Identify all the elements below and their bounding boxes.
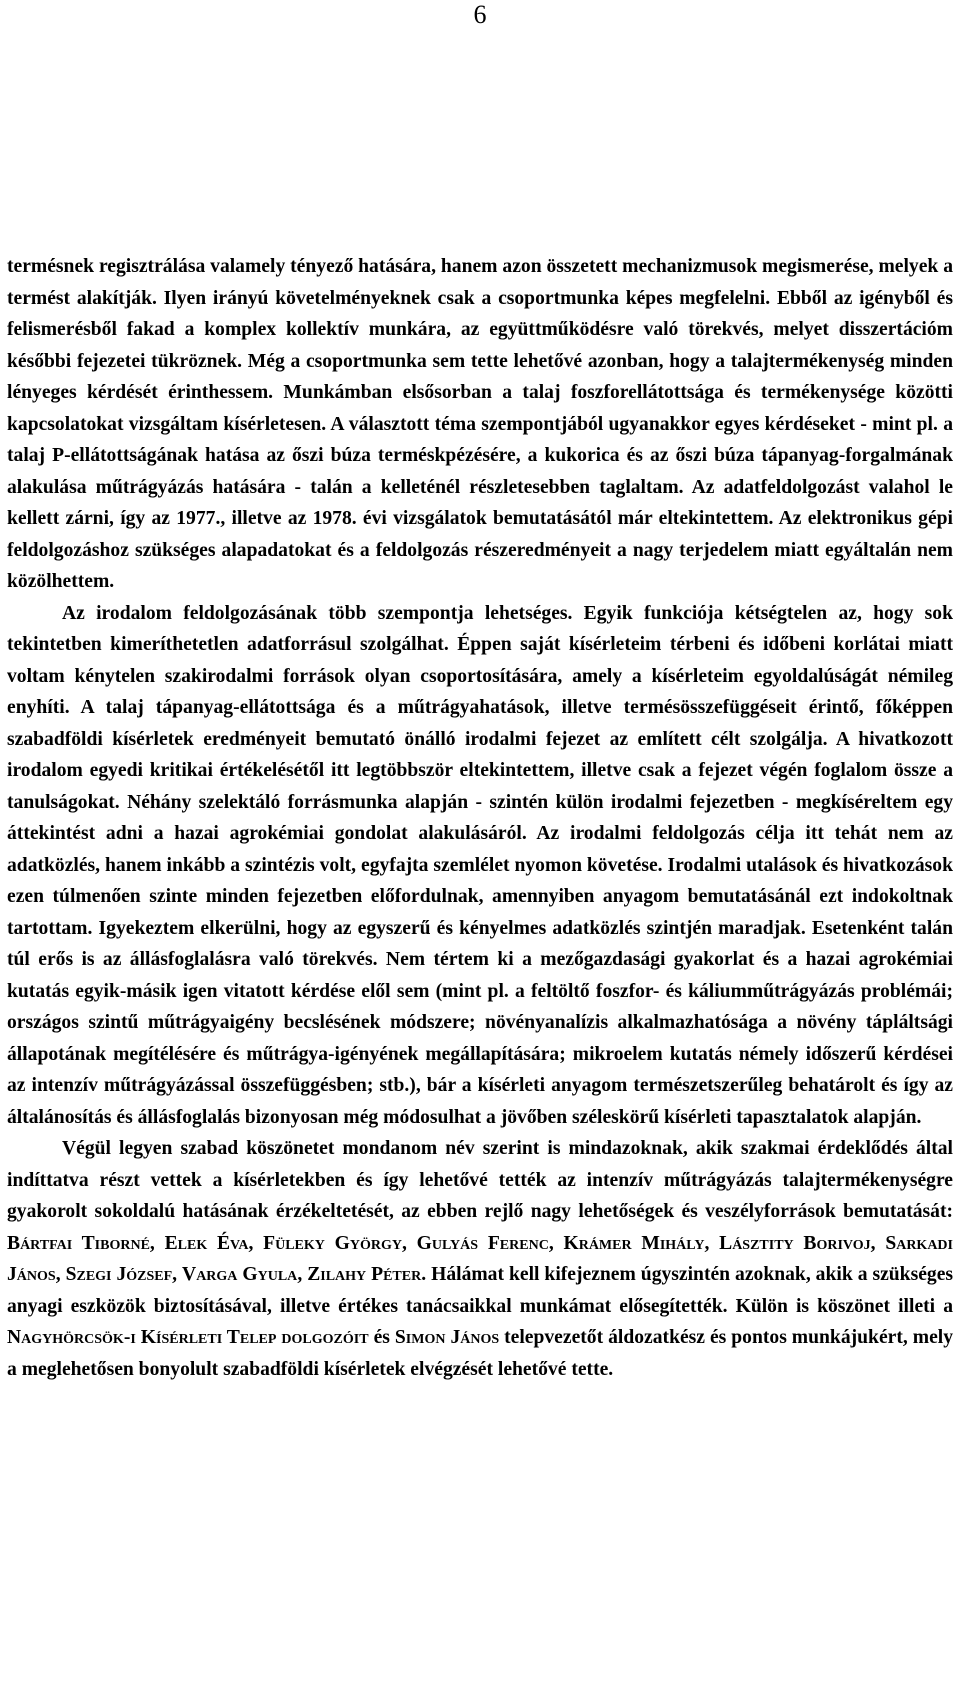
text-segment: , [248, 1232, 264, 1254]
text-segment: , [149, 1232, 165, 1254]
text-segment: , [297, 1264, 308, 1285]
person-name: Lásztity Borivoj [719, 1232, 871, 1254]
paragraph-1: termésnek regisztrálása valamely tényező hatására, hanem azon összetett mechanizmusok megismerése, melyek a termést alakítják. Ilyen irányú követelményeknek csak a csoportmunka képes megfelelni. Ebből az igényből és felismerésből fakad a komplex kollektív munkára, az együttműködésre való törekvés, melyet disszertációm későbbi fejezetei tükröznek. Még a csoportmunka sem tette lehetővé azonban, hogy a talajtermékenység minden lényeges kérdését érinthessem. Munkámban elsősorban a talaj foszforellátottsága és termékenysége közötti kapcsolatokat vizsgáltam kísérletesen. A választott téma szempontjából ugyanakkor egyes kérdéseket - mint pl. a talaj P-ellátottságának hatása az őszi búza terméskpézésére, a kukorica és az őszi búza tápanyag-forgalmának alakulása műtrágyázás hatására - talán a kelleténél részletesebben taglaltam. Az adatfeldolgozást valahol le kellett zárni, így az 1977., illetve az 1978. évi vizsgálatok bemutatásától már eltekintettem. Az elektronikus gépi feldolgozáshoz szükséges alapadatokat és a feldolgozás részeredményeit a nagy terjedelem miatt egyáltalán nem közölhettem. [7, 256, 953, 592]
person-name: Füleky György [263, 1232, 402, 1254]
text-segment: , [172, 1264, 183, 1285]
text-segment: és [368, 1327, 395, 1348]
paragraph-3 [7, 1133, 953, 1385]
person-name: Varga Gyula [182, 1264, 298, 1285]
text-segment: Végül legyen szabad köszönetet mondanom név szerint is mindazoknak, akik szakmai érdeklődés által indíttatva részt vettek a kísérletekben és így lehetővé tették az intenzív műtrágyázás talajtermékenységre gyakorolt sokoldalú hatásának érzékeltetését, az ebben rejlő nagy lehetőségek és veszélyforrások bemutatását: [7, 1138, 953, 1222]
text-segment: . Hálámat kell kifejeznem úgyszintén azoknak, akik a szükséges anyagi eszközök biztosításával, illetve értékes tanácsaikkal munkámat elősegítették. Külön is köszönet illeti a [7, 1264, 954, 1317]
body-text [7, 251, 953, 1385]
person-name: Bártfai Tiborné [7, 1232, 150, 1254]
institution-name: Nagyhörcsök-i Kísérleti Telep dolgozóit [7, 1327, 369, 1348]
person-name: Elek Éva [164, 1232, 249, 1254]
person-name: Zilahy Péter [307, 1264, 422, 1285]
text-segment: , [548, 1232, 564, 1254]
person-name: Szegi József [65, 1264, 173, 1285]
text-segment: , [55, 1264, 66, 1285]
text-segment: , [870, 1232, 886, 1254]
text-segment: telepvezetőt áldozatkész és pontos munkájukért, mely a meglehetősen bonyolult szabadföldi kísérletek elvégzését lehetővé tette. [7, 1327, 954, 1380]
paragraph-2: Az irodalom feldolgozásának több szempontja lehetséges. Egyik funkciója kétségtelen az, hogy sok tekintetben kimeríthetetlen adatforrásul szolgálhat. Éppen saját kísérleteim térbeni és időbeni korlátai miatt voltam kénytelen szakirodalmi források olyan csoportosítására, amely a kísérleteim egyoldalúságát némileg enyhíti. A talaj tápanyag-ellátottsága és a műtrágyahatások, illetve termésösszefüggéseit érintő, főképpen szabadföldi kísérletek eredményeit bemutató önálló irodalmi fejezet az említett célt szolgálja. A hivatkozott irodalom egyedi kritikai értékelésétől itt legtöbbször eltekintettem, illetve csak a fejezet végén foglalom össze a tanulságokat. Néhány szelektáló forrásmunka alapján - szintén külön irodalmi fejezetben - megkíséreltem egy áttekintést adni a hazai agrokémiai gondolat alakulásáról. Az irodalmi feldolgozás célja itt tehát nem az adatközlés, hanem inkább a szintézis volt, egyfajta szemlélet nyomon követése. Irodalmi utalások és hivatkozások ezen túlmenően szinte minden fejezetben előfordulnak, amennyiben anyagom bemutatásánál ezt indokoltnak tartottam. Igyekeztem elkerülni, hogy az egyszerű és kényelmes adatközlés szintjén maradjak. Esetenként talán túl erős is az állásfoglalásra való törekvés. Nem tértem ki a mezőgazdasági gyakorlat és a hazai agrokémiai kutatás egyik-másik igen vitatott kérdése elől sem (mint pl. a feltöltő foszfor- és káliumműtrágyázás problémái; országos szintű műtrágyaigény becslésének módszere; növényanalízis alkalmazhatósága a növény tápláltsági állapotának megítélésére és műtrágya-igényének megállapítására; mikroelem kutatás némely időszerű kérdései az intenzív műtrágyázással összefüggésben; stb.), bár a kísérleti anyagom természetszerűleg behatárolt és így az általánosítás és állásfoglalás bizonyosan még módosulhat a jövőben széleskörű kísérleti tapasztalatok alapján. [7, 602, 953, 1128]
text-segment: , [704, 1232, 720, 1254]
person-name: Sarkadi János [7, 1232, 953, 1285]
text-segment: , [402, 1232, 417, 1254]
person-name: Gulyás Ferenc [416, 1232, 549, 1254]
person-name: Krámer Mihály [563, 1232, 705, 1254]
person-name: Simon János [394, 1327, 500, 1348]
page-number: 6 [473, 0, 487, 29]
